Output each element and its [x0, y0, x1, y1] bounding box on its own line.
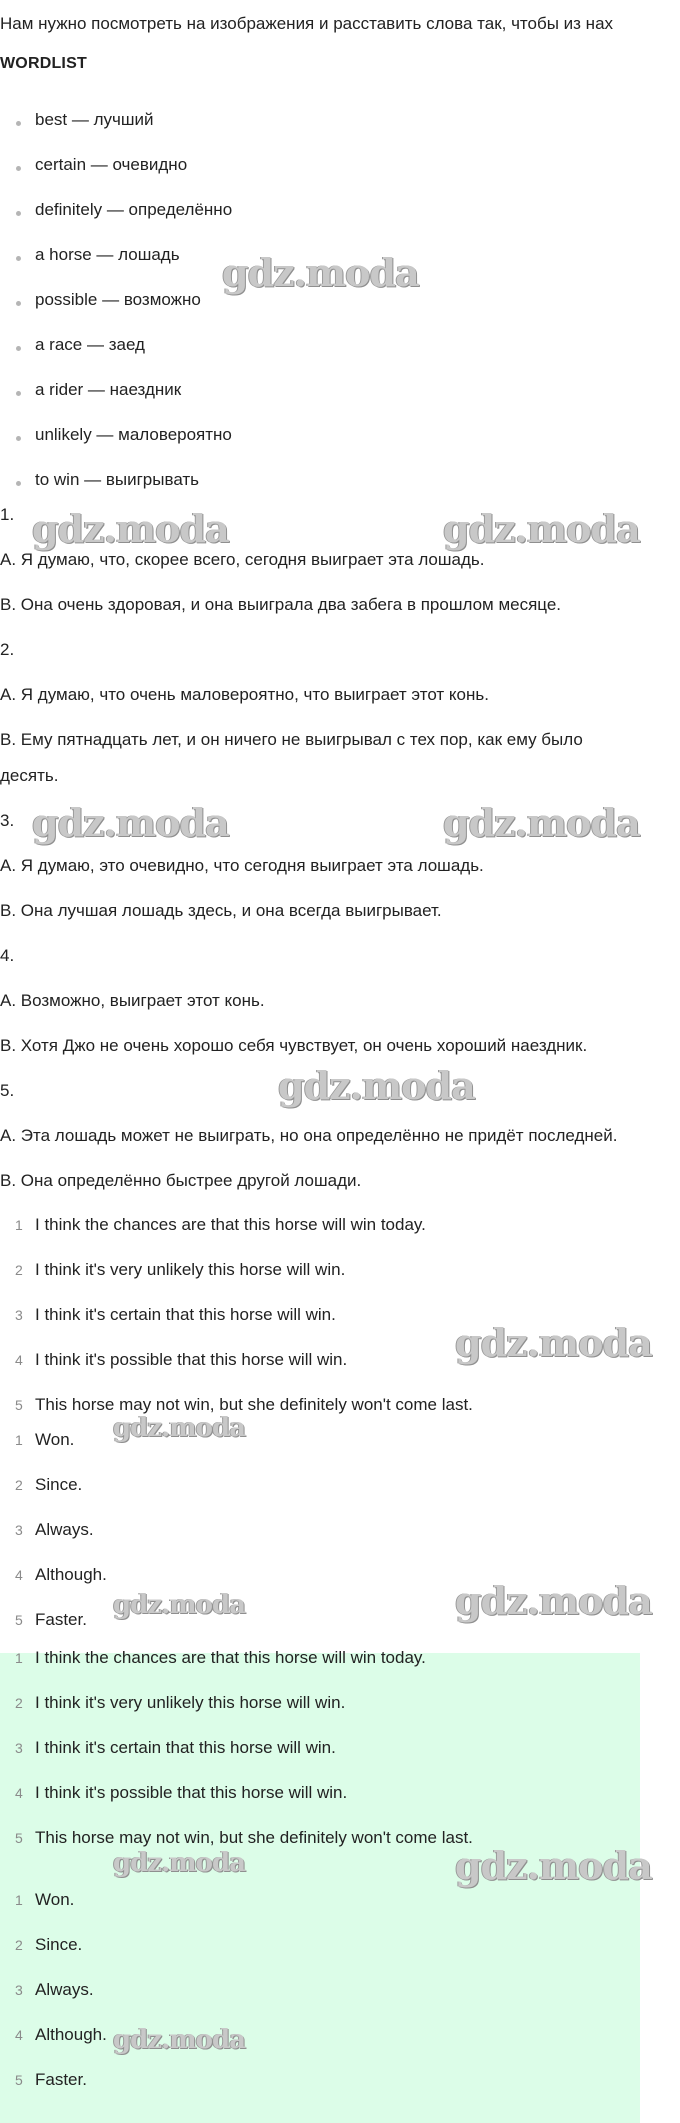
list-item: Always.: [35, 1520, 94, 1539]
bullet-icon: [16, 301, 21, 306]
bullet-icon: [16, 436, 21, 441]
wordlist-item: certain — очевидно: [35, 155, 188, 174]
answer-a: A. Возможно, выиграет этот конь.: [0, 991, 265, 1010]
list-item: I think it's possible that this horse will win.: [35, 1350, 348, 1369]
answer-a: A. Я думаю, это очевидно, что сегодня выиграет эта лошадь.: [0, 856, 484, 875]
watermark-logo: gdz.moda: [113, 1413, 246, 1443]
list-item: Won.: [35, 1890, 75, 1909]
wordlist-item: a horse — лошадь: [35, 245, 180, 264]
bullet-icon: [16, 481, 21, 486]
list-number: 5: [15, 2072, 23, 2088]
wordlist-item: possible — возможно: [35, 290, 201, 309]
list-item: Although.: [35, 1565, 107, 1584]
list-item: Won.: [35, 1430, 75, 1449]
answer-b: B. Она лучшая лошадь здесь, и она всегда выигрывает.: [0, 901, 442, 920]
watermark-logo: gdz.moda: [278, 1063, 475, 1108]
list-item: This horse may not win, but she definitely won't come last.: [35, 1828, 473, 1847]
list-item: I think it's certain that this horse will win.: [35, 1305, 336, 1324]
list-item: I think the chances are that this horse will win today.: [35, 1215, 426, 1234]
watermark-logo: gdz.moda: [443, 800, 640, 845]
answer-b: B. Хотя Джо не очень хорошо себя чувствует, он очень хороший наездник.: [0, 1036, 588, 1055]
list-number: 5: [15, 1830, 23, 1846]
answer-b-continued: десять.: [0, 766, 59, 785]
list-number: 5: [15, 1397, 23, 1413]
list-item: I think it's certain that this horse will win.: [35, 1738, 336, 1757]
list-item: I think it's very unlikely this horse will win.: [35, 1260, 346, 1279]
answer-a: A. Я думаю, что, скорее всего, сегодня выиграет эта лошадь.: [0, 550, 485, 569]
list-item: Although.: [35, 2025, 107, 2044]
intro-text: Нам нужно посмотреть на изображения и расставить слова так, чтобы из нах: [0, 14, 614, 33]
watermark-logo: gdz.moda: [443, 506, 640, 551]
answer-b: B. Она определённо быстрее другой лошади.: [0, 1171, 362, 1190]
list-number: 3: [15, 1522, 23, 1538]
watermark-logo: gdz.moda: [113, 1848, 246, 1878]
answer-b: B. Ему пятнадцать лет, и он ничего не выигрывал с тех пор, как ему было: [0, 730, 583, 749]
wordlist-item: to win — выигрывать: [35, 470, 200, 489]
watermark-logo: gdz.moda: [32, 800, 229, 845]
list-number: 4: [15, 2027, 23, 2043]
watermark-logo: gdz.moda: [113, 2025, 246, 2055]
question-number: 2.: [0, 640, 15, 659]
list-number: 2: [15, 1695, 23, 1711]
bullet-icon: [16, 391, 21, 396]
answer-a: A. Эта лошадь может не выиграть, но она определённо не придёт последней.: [0, 1126, 618, 1145]
wordlist-item: definitely — определённо: [35, 200, 233, 219]
answer-b: B. Она очень здоровая, и она выиграла два забега в прошлом месяце.: [0, 595, 562, 614]
watermark-logo: gdz.moda: [455, 1320, 652, 1365]
wordlist-item: unlikely — маловероятно: [35, 425, 232, 444]
list-number: 2: [15, 1262, 23, 1278]
watermark-logo: gdz.moda: [32, 506, 229, 551]
list-number: 2: [15, 1937, 23, 1953]
wordlist-item: best — лучший: [35, 110, 154, 129]
list-number: 1: [15, 1650, 23, 1666]
question-number: 4.: [0, 946, 15, 965]
watermark-logo: gdz.moda: [455, 1843, 652, 1888]
wordlist-heading: WORDLIST: [0, 55, 87, 72]
answer-highlight-block: [0, 1653, 640, 2123]
list-number: 3: [15, 1740, 23, 1756]
list-item: Always.: [35, 1980, 94, 1999]
wordlist-item: a rider — наездник: [35, 380, 182, 399]
list-number: 1: [15, 1892, 23, 1908]
list-number: 4: [15, 1785, 23, 1801]
list-item: Since.: [35, 1475, 83, 1494]
bullet-icon: [16, 211, 21, 216]
question-number: 5.: [0, 1081, 15, 1100]
list-number: 1: [15, 1432, 23, 1448]
list-number: 3: [15, 1307, 23, 1323]
bullet-icon: [16, 256, 21, 261]
bullet-icon: [16, 121, 21, 126]
list-number: 2: [15, 1477, 23, 1493]
watermark-logo: gdz.moda: [455, 1578, 652, 1623]
list-number: 1: [15, 1217, 23, 1233]
answer-a: A. Я думаю, что очень маловероятно, что выиграет этот конь.: [0, 685, 489, 704]
question-number: 3.: [0, 811, 15, 830]
question-number: 1.: [0, 505, 15, 524]
list-item: Faster.: [35, 1610, 87, 1629]
list-item: Faster.: [35, 2070, 87, 2089]
list-item: This horse may not win, but she definitely won't come last.: [35, 1395, 473, 1414]
watermark-logo: gdz.moda: [222, 250, 419, 295]
bullet-icon: [16, 166, 21, 171]
bullet-icon: [16, 346, 21, 351]
list-item: I think the chances are that this horse will win today.: [35, 1648, 426, 1667]
list-number: 5: [15, 1612, 23, 1628]
watermark-logo: gdz.moda: [113, 1590, 246, 1620]
list-number: 4: [15, 1567, 23, 1583]
wordlist-item: a race — заед: [35, 335, 145, 354]
list-item: I think it's very unlikely this horse will win.: [35, 1693, 346, 1712]
list-number: 4: [15, 1352, 23, 1368]
list-item: Since.: [35, 1935, 83, 1954]
list-item: I think it's possible that this horse will win.: [35, 1783, 348, 1802]
list-number: 3: [15, 1982, 23, 1998]
